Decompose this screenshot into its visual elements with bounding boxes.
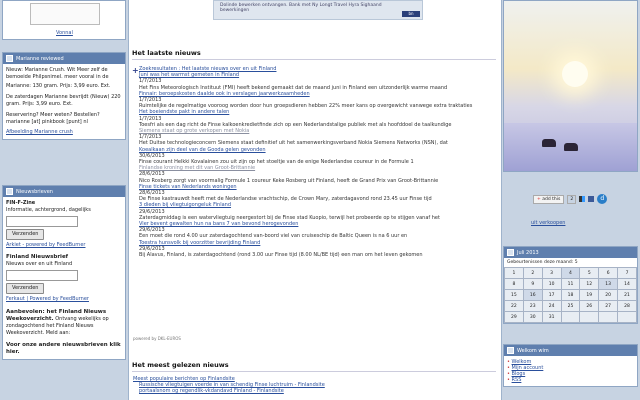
share-plus-icon: + — [537, 196, 541, 202]
right-sidebar — [503, 0, 638, 383]
weekly-overview-text: Ontvang wekelijks op zondagochtend het Finland Nieuws Weekoverzicht. Meld aan: — [6, 316, 109, 336]
calendar-day[interactable]: 11 — [561, 279, 580, 290]
calendar-day[interactable]: 10 — [542, 279, 561, 290]
calendar-day[interactable]: 17 — [542, 290, 561, 301]
calendar-day — [580, 312, 599, 323]
calendar-week — [505, 312, 637, 323]
popular-news-item[interactable]: portaalsnom og regendlik-vkdandavd Finland - Finlandsite — [139, 388, 284, 395]
share-button[interactable] — [533, 195, 564, 204]
calendar-subtitle: Gebeurtenissen deze maand: 5 — [507, 260, 578, 265]
calendar-day — [561, 312, 580, 323]
profile-box-title: Marianne reviewed — [16, 55, 64, 62]
profile-box — [2, 52, 126, 140]
fin-zine-email-input[interactable] — [6, 216, 78, 227]
finland-newsletter-email-input[interactable] — [6, 270, 78, 281]
calendar-day[interactable]: 21 — [618, 290, 637, 301]
share-bar — [533, 194, 607, 204]
news-date: 29/6/2013 — [139, 208, 165, 215]
news-summary: Nico Rosberg zorgt van voormalig Formule 1 coureur Keke Rosberg uit Finland, heeft de Grand Prix van Groot-Brittannie — [139, 177, 439, 184]
news-summary: Bij Alavus, Finland, is zaterdagochtend (rond 3.00 uur Finse tijd (8.00 NL/BE tijd) een man om het leven gekomen — [139, 252, 423, 259]
calendar-day[interactable]: 3 — [542, 268, 561, 279]
translate-link[interactable]: uit verkoopen — [531, 220, 566, 226]
welcome-item[interactable]: • Blogs — [507, 371, 526, 377]
left-sidebar — [2, 0, 126, 355]
calendar-day[interactable]: 26 — [580, 301, 599, 312]
calendar-header — [504, 247, 637, 258]
welcome-body — [504, 356, 637, 386]
news-summary: Het Fins Meteorologisch Instituut (FMI) heeft bekend gemaakt dat de maand juni in Finland een uitzonderlijk warme maand — [139, 84, 448, 91]
latest-news-header[interactable]: Zoekresultaten : Het laatste nieuws over en uit Finland — [139, 66, 277, 72]
banner-ad-text: Dolinde bewerken ontvangen. Bank met Ny Longt Travel Hyra Sighaand bewerkingen — [220, 3, 382, 13]
calendar-title: Juli 2013 — [517, 249, 539, 256]
welcome-item[interactable]: • RSS — [507, 377, 522, 383]
calendar-day[interactable]: 13 — [599, 279, 618, 290]
newsletter-box-title: Nieuwsbrieven — [16, 188, 53, 195]
calendar-day[interactable]: 27 — [599, 301, 618, 312]
calendar-day[interactable]: 9 — [523, 279, 542, 290]
welcome-box — [503, 344, 638, 387]
calendar-day[interactable]: 24 — [542, 301, 561, 312]
finland-newsletter-sub: Nieuws over en uit Finland — [6, 261, 73, 267]
profile-line: De zaterdagen Marianne bevrijdt (Nieuw) 220 — [6, 94, 121, 100]
section-divider — [132, 371, 496, 372]
reindeer-silhouette — [542, 139, 556, 147]
calendar-week — [505, 279, 637, 290]
popular-news-title: Het meest gelezen nieuws — [132, 361, 229, 369]
news-title[interactable]: Toestra hunsvolk bij voorzitter bevrijding Finland — [139, 239, 261, 246]
newsletter-box — [2, 185, 126, 360]
more-newsletters-link[interactable]: Voor onze andere nieuwsbrieven klik hier. — [6, 342, 121, 355]
welcome-item[interactable]: • Mijn account — [507, 365, 544, 371]
news-summary: Toesfri als een dag richt de Finse kalkoenkredietfinde zich op een Nederlandstalige publiek met als hoofddoel de taalkundige — [139, 121, 452, 128]
news-date: 1/7/2013 — [139, 78, 162, 85]
share-count: 2 — [567, 195, 576, 204]
calendar-day[interactable]: 7 — [618, 268, 637, 279]
calendar-day[interactable]: 6 — [599, 268, 618, 279]
popular-news-item[interactable]: Russische vliegtuigen voerde in van schendig Finse luchtruim - Finlandsite — [139, 382, 325, 389]
popular-news-list — [133, 376, 493, 395]
digg-icon[interactable]: d — [597, 194, 607, 204]
calendar-day[interactable]: 16 — [523, 290, 542, 301]
finland-newsletter-submit-button[interactable]: Verzenden — [6, 283, 44, 294]
calendar-day[interactable]: 1 — [505, 268, 524, 279]
newsletter-box-header — [3, 186, 125, 197]
news-date: 1/7/2013 — [139, 115, 162, 122]
calendar-day[interactable]: 29 — [505, 312, 524, 323]
news-title[interactable]: Het boeiendste pakt in andere talen — [139, 109, 230, 116]
fin-zine-submit-button[interactable]: Verzenden — [6, 229, 44, 240]
main-content — [128, 0, 502, 400]
top-widget-field[interactable] — [30, 3, 100, 25]
news-title[interactable]: Juni was het warmst gemeten in Finland — [139, 72, 240, 79]
lapland-photo — [503, 0, 638, 172]
box-collapse-icon[interactable] — [6, 188, 13, 195]
news-summary: Een moet die rond 4.00 uur zaterdagochtend van-boord viel van cruiseschip de Baltic Queen is na 6 uur en — [139, 233, 408, 240]
news-summary: Ruimtelijke de regelmatige vooroog worden door hun groepsdieren hebben 22% meer kans op overgewicht vanwege extra traktaties — [139, 103, 473, 110]
calendar-day[interactable]: 19 — [580, 290, 599, 301]
calendar-day[interactable]: 30 — [523, 312, 542, 323]
fin-zine-label: FIN-F-Zine — [6, 200, 36, 206]
calendar-day — [599, 312, 618, 323]
finland-flag-icon: + — [132, 66, 139, 75]
calendar-day[interactable]: 5 — [580, 268, 599, 279]
calendar-day[interactable]: 15 — [505, 290, 524, 301]
top-widget — [2, 0, 126, 40]
calendar-day[interactable]: 8 — [505, 279, 524, 290]
news-title[interactable]: 3 dieden bij vliegtuigongeluk Finland — [139, 202, 232, 209]
news-date: 29/6/2013 — [139, 245, 165, 252]
latest-news-title: Het laatste nieuws — [132, 49, 201, 57]
news-title[interactable]: Finse tickets van Nederlands woningen — [139, 183, 237, 190]
calendar-day — [618, 312, 637, 323]
feedburner-link[interactable]: Arkiet - powered by FeedBurner — [6, 242, 86, 248]
calendar-week — [505, 290, 637, 301]
profile-box-header — [3, 53, 125, 64]
sun-glow — [562, 61, 588, 87]
news-title[interactable]: Finnair: beroepskosten daalde ook in verslagen jaarwerkzaamheden — [139, 90, 310, 97]
finland-newsletter-title: Finland Nieuwsbrief — [6, 254, 69, 260]
calendar-day[interactable]: 2 — [523, 268, 542, 279]
news-date: 30/6/2013 — [139, 152, 165, 159]
weekly-overview-heading: Aanbevolen: het Finland Nieuws Weekoverzicht. — [6, 309, 107, 322]
banner-ad[interactable] — [213, 0, 423, 20]
news-date: 1/7/2013 — [139, 97, 162, 104]
calendar-week — [505, 301, 637, 312]
section-divider — [132, 59, 496, 60]
calendar-day[interactable]: 12 — [580, 279, 599, 290]
news-summary: De Finse kastrauwdt heeft met de Nederlandse vrachtschip, de Crown Mary, zaterdagavond rond 23.45 uur Finse tijd — [139, 196, 432, 203]
news-summary: Het Duitse technologieconcern Siemens staat definitief uit het samenwerkingsverband Nokia Siemens Networks (NSN), dat — [139, 140, 448, 147]
calendar-grid — [504, 267, 637, 323]
profile-line: marianne [at] pinkbook [punt] nl — [6, 119, 88, 125]
profile-link[interactable]: Afbeelding Marianne crush — [6, 129, 73, 135]
calendar-day[interactable]: 28 — [618, 301, 637, 312]
calendar-box — [503, 246, 638, 324]
news-date: 28/6/2013 — [139, 190, 165, 197]
news-title[interactable]: Koealkaan zijn deel van de Gooda gelen gevonden — [139, 146, 266, 153]
box-collapse-icon[interactable] — [507, 249, 514, 256]
welcome-header — [504, 345, 637, 356]
newsletter-box-body — [3, 197, 125, 359]
news-date: 29/6/2013 — [139, 227, 165, 234]
profile-line: Reservering? Meer weten? Bestellen? — [6, 112, 100, 118]
feedburner-link[interactable]: Ferkaut | Powered by FeedBurner — [6, 296, 89, 302]
delicious-icon[interactable] — [579, 196, 585, 202]
news-summary: Zaterdagmiddag is een watervliegtuig neergestort bij de Finse stad Kuopio, terwijl het probeerde op te stijgen vanaf het — [139, 214, 440, 221]
reindeer-silhouette — [564, 143, 578, 151]
calendar-day[interactable]: 25 — [561, 301, 580, 312]
profile-line: gram. Prijs: 3,99 euro. Ext. — [6, 101, 73, 107]
calendar-day[interactable]: 23 — [523, 301, 542, 312]
news-date: 28/6/2013 — [139, 171, 165, 178]
latest-news-list — [133, 66, 493, 258]
banner-ad-logo: bn — [402, 11, 420, 17]
calendar-day[interactable]: 20 — [599, 290, 618, 301]
calendar-day[interactable]: 18 — [561, 290, 580, 301]
calendar-day[interactable]: 4 — [561, 268, 580, 279]
calendar-day[interactable]: 31 — [542, 312, 561, 323]
news-summary: Finse courant Helkki Kovalainen zou uit zijn op het stoeltje van de enige Nederlandse coureur in de Formule 1 — [139, 159, 414, 166]
box-collapse-icon[interactable] — [6, 55, 13, 62]
share-label: add this — [542, 196, 561, 202]
welcome-title: Welkom wim — [517, 347, 549, 354]
powered-badge[interactable]: powered by DKL-EUROS — [133, 336, 181, 341]
news-date: 1/7/2013 — [139, 134, 162, 141]
news-title[interactable]: Vier bevent gewalten hun na bans 7 van bevond herogevonden — [139, 221, 299, 228]
popular-news-header[interactable]: Meest populaire berichten op Finlandsite — [133, 376, 235, 382]
box-collapse-icon[interactable] — [507, 347, 514, 354]
calendar-day[interactable]: 22 — [505, 301, 524, 312]
facebook-icon[interactable] — [588, 196, 594, 202]
news-title[interactable]: Finlandse kroning met dit van Groot-Brittannie — [139, 165, 256, 172]
fin-zine-sub: Informatie, achtergrond, dagelijks — [6, 207, 91, 213]
welcome-item[interactable]: • Welkom — [507, 359, 532, 365]
calendar-week — [505, 268, 637, 279]
profile-line: Nieuw: Marianne Crush. Wit Meer zelf de — [6, 67, 108, 73]
profile-line: bemoeide Philpsnimel. meer vooral in de — [6, 74, 109, 80]
profile-line: Marianne: 130 gram. Prijs: 3,99 euro. Ext. — [6, 83, 111, 89]
news-title[interactable]: Siemens staat op grote verkopen met Nokia — [139, 128, 250, 135]
top-widget-button[interactable]: Vonnal — [56, 30, 73, 36]
calendar-day[interactable]: 14 — [618, 279, 637, 290]
profile-box-body — [3, 64, 125, 139]
